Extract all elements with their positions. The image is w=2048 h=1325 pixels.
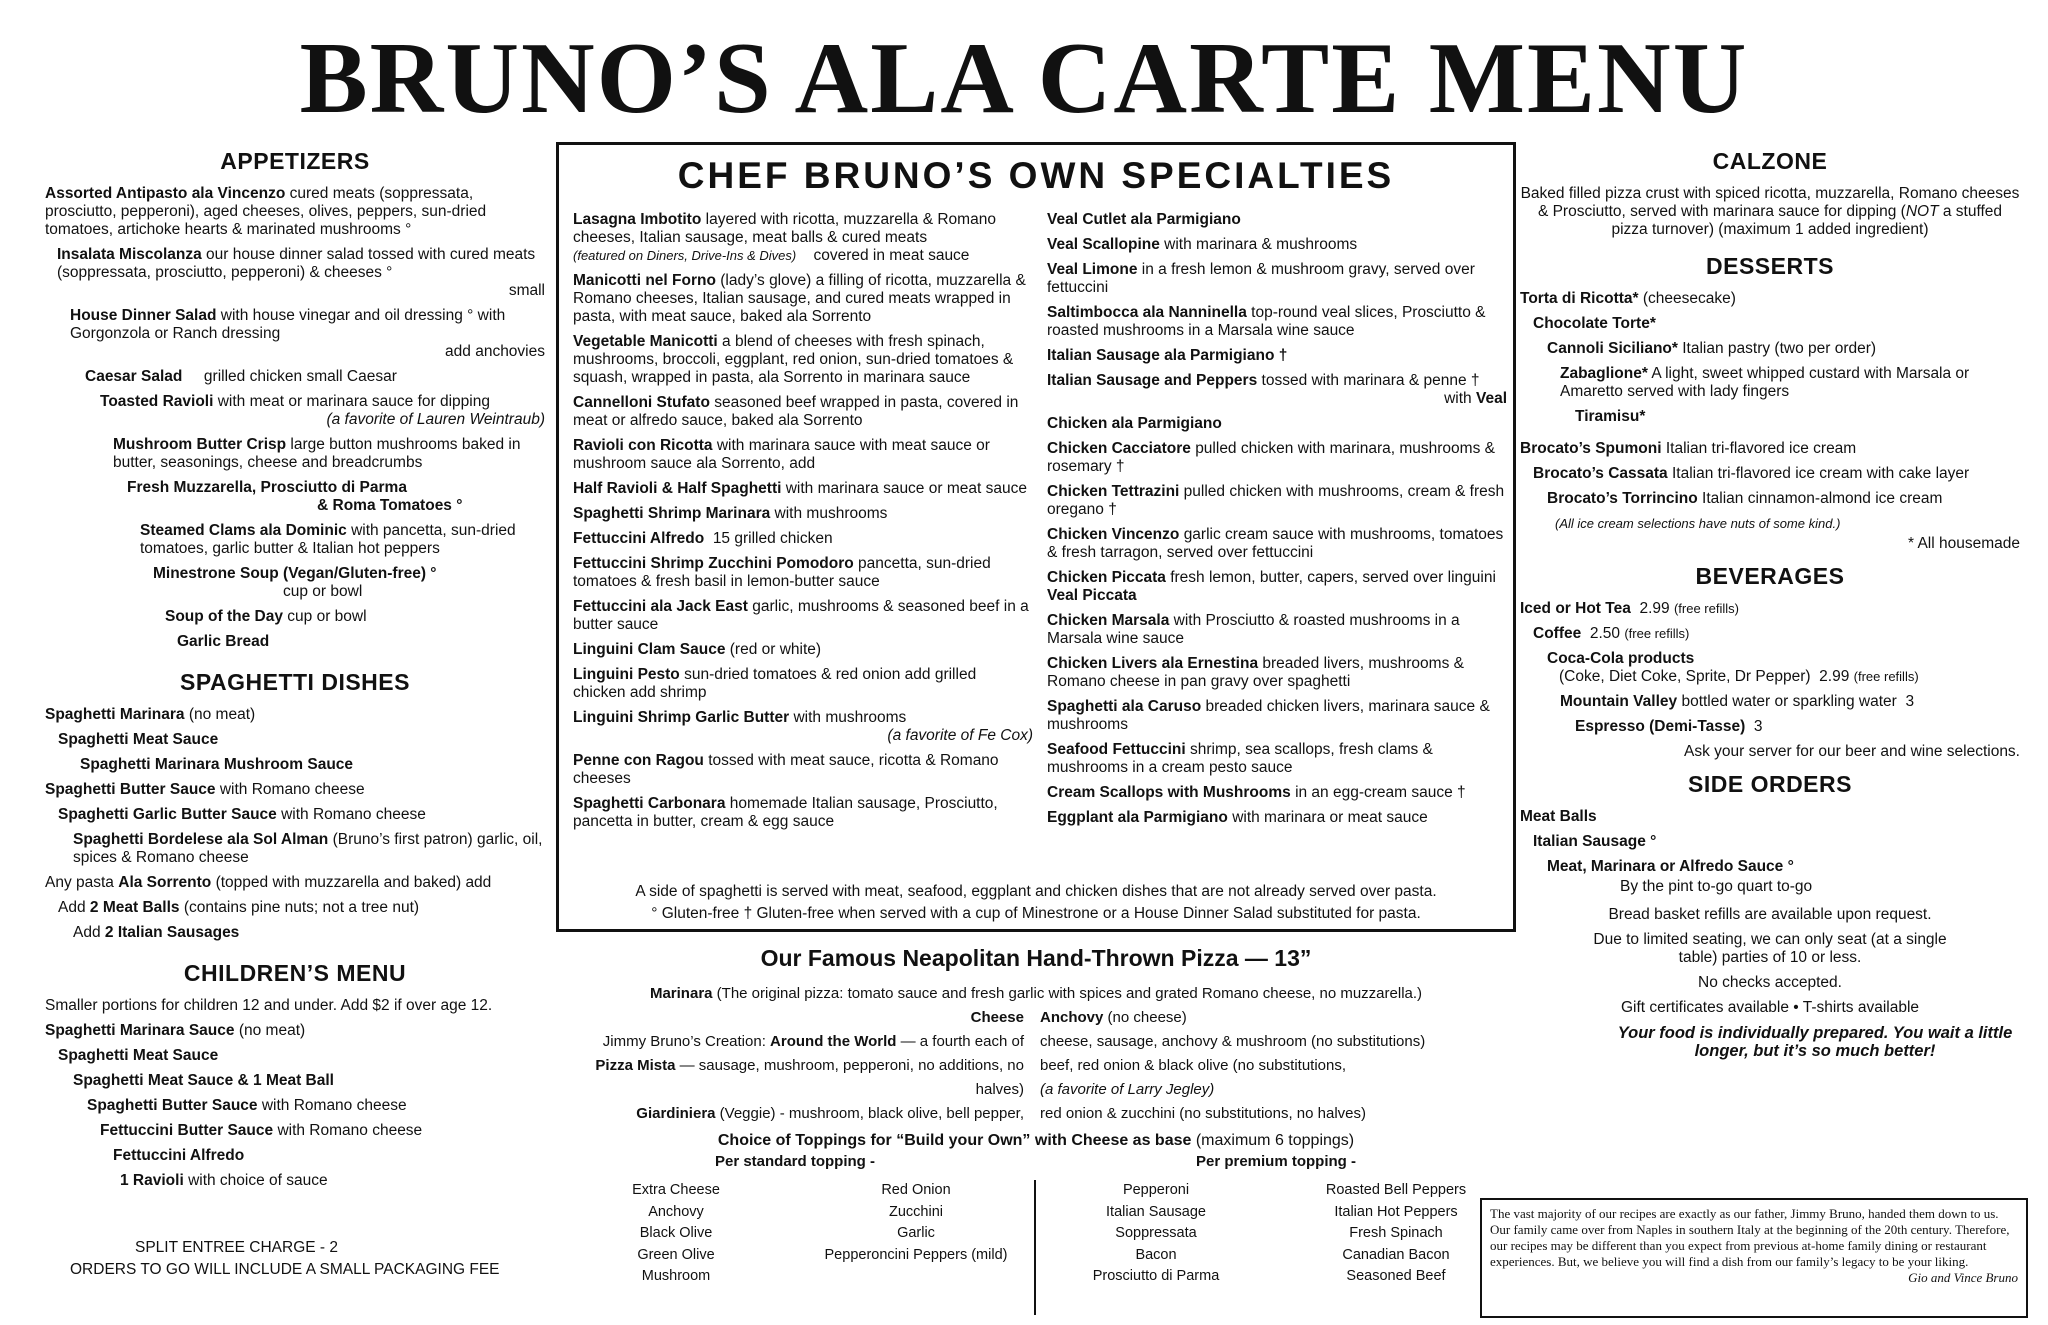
pizza-heading: Our Famous Neapolitan Hand-Thrown Pizza — 13”: [760, 945, 1312, 971]
menu-item: Meat, Marinara or Alfredo Sauce °: [1547, 858, 1794, 875]
menu-item: Seafood Fettuccini shrimp, sea scallops, fresh clams & mushrooms in a cream pesto sauce: [1047, 741, 1433, 776]
menu-item: Linguini Clam Sauce (red or white): [573, 641, 822, 658]
menu-item: Spaghetti Meat Sauce: [58, 731, 219, 748]
side-note: A side of spaghetti is served with meat, seafood, eggplant and chicken dishes that are not already served over pasta.: [635, 883, 1437, 900]
menu-item: Spaghetti ala Caruso breaded chicken livers, marinara sauce & mushrooms: [1047, 698, 1490, 733]
menu-item: Cream Scallops with Mushrooms in an egg-cream sauce †: [1047, 784, 1466, 801]
specialties-right: [1047, 211, 1507, 834]
menu-item: Spaghetti Marinara (no meat): [45, 706, 256, 723]
menu-item: Veal Limone in a fresh lemon & mushroom gravy, served over fettuccini: [1047, 261, 1475, 296]
gluten-note: ° Gluten-free † Gluten-free when served with a cup of Minestrone or a House Dinner Salad substituted for pasta.: [651, 905, 1421, 922]
specialties-left: [573, 211, 1033, 838]
menu-title: BRUNO’S ALA CARTE MENU: [299, 22, 1749, 135]
menu-item: Chicken Piccata fresh lemon, butter, capers, served over linguini Veal Piccata: [1047, 569, 1496, 604]
menu-item: Manicotti nel Forno (lady’s glove) a filling of ricotta, muzzarella & Romano cheeses, Italian sausage, and cured meats wrapped in pasta, with meat sauce, baked ala Sorrento: [573, 272, 1026, 325]
menu-item: Cannoli Siciliano* Italian pastry (two per order): [1547, 340, 1877, 357]
menu-item: Any pasta Ala Sorrento (topped with muzzarella and baked) add: [45, 874, 492, 891]
specialties-heading: CHEF BRUNO’S OWN SPECIALTIES: [677, 155, 1395, 196]
menu-item: Add 2 Meat Balls (contains pine nuts; not a tree nut): [58, 899, 420, 916]
menu-item: Coffee 2.50 (free refills): [1533, 625, 1690, 642]
menu-item: Assorted Antipasto ala Vincenzo cured meats (soppressata, prosciutto, pepperoni), aged cheeses, olives, peppers, sun-dried tomatoes, artichoke hearts & marinated mushrooms °: [45, 185, 487, 238]
menu-item: Brocato’s Spumoni Italian tri-flavored ice cream: [1520, 440, 1857, 457]
toppings-col-3: Pepperoni Italian Sausage Soppressata Bacon Prosciutto di Parma: [1092, 1182, 1220, 1284]
family-story: The vast majority of our recipes are exactly as our father, Jimmy Bruno, handed them down to us. Our family came over from Naples in southern Italy at the beginning of the 20th century. Therefore, our recipes may be different than you expect from previous at-home family dining or restaurant experiences. But, we believe you will find a dish from our family’s legacy to be your liking.: [1490, 1206, 2010, 1269]
menu-item: Penne con Ragou tossed with meat sauce, ricotta & Romano cheeses: [573, 752, 999, 787]
menu-item: Spaghetti Meat Sauce: [58, 1047, 219, 1064]
pizza-item: Pizza Mista — sausage, mushroom, pepperoni, no additions, no halves) beef, red onion & black olive (no substitutions, (a favorite of Larry Jegley): [595, 1057, 1347, 1098]
menu-item: Mountain Valley bottled water or sparkling water 3: [1560, 693, 1915, 710]
togo-fee: ORDERS TO GO WILL INCLUDE A SMALL PACKAGING FEE: [70, 1261, 500, 1278]
menu-item: Fettuccini Shrimp Zucchini Pomodoro pancetta, sun-dried tomatoes & fresh basil in lemon-butter sauce: [573, 555, 991, 590]
menu-item: House Dinner Salad with house vinegar and oil dressing ° with Gorgonzola or Ranch dressing add anchovies: [70, 307, 545, 360]
menu-item: Spaghetti Garlic Butter Sauce with Romano cheese: [58, 806, 426, 823]
menu-item: Fettuccini Alfredo: [113, 1147, 245, 1164]
menu-item: Vegetable Manicotti a blend of cheeses with fresh spinach, mushrooms, broccoli, eggplant, red onion, sun-dried tomatoes & squash, wrapped in pasta, ala Sorrento in marinara sauce: [573, 333, 1014, 386]
menu-item: Spaghetti Marinara Mushroom Sauce: [80, 756, 354, 773]
menu-item: Steamed Clams ala Dominic with pancetta, sun-dried tomatoes, garlic butter & Italian hot peppers: [140, 522, 516, 557]
pizza-section: [556, 945, 1516, 1288]
menu-item: Italian Sausage ala Parmigiano †: [1047, 347, 1288, 364]
appetizers-heading: APPETIZERS: [220, 148, 370, 174]
children-intro: Smaller portions for children 12 and under. Add $2 if over age 12.: [45, 997, 493, 1014]
menu-item: Garlic Bread: [177, 633, 270, 650]
menu-item: Chicken ala Parmigiano: [1047, 415, 1222, 432]
beer-wine-note: Ask your server for our beer and wine selections.: [1684, 743, 2020, 760]
menu-item: Zabaglione* A light, sweet whipped custard with Marsala or Amaretto served with lady fingers: [1560, 365, 1970, 400]
menu-item: Fettuccini Butter Sauce with Romano cheese: [100, 1122, 423, 1139]
calzone-heading: CALZONE: [1712, 148, 1828, 174]
prepared-note: Your food is individually prepared. You wait a little longer, but it’s so much better!: [1617, 1024, 2013, 1060]
menu-item: Spaghetti Bordelese ala Sol Alman (Bruno’s first patron) garlic, oil, spices & Romano cheese: [73, 831, 543, 866]
menu-item: Ravioli con Ricotta with marinara sauce with meat sauce or mushroom sauce ala Sorrento, add: [573, 437, 990, 472]
menu-item: Tiramisu*: [1575, 408, 1646, 425]
menu-item: Spaghetti Marinara Sauce (no meat): [45, 1022, 306, 1039]
menu-item: Lasagna Imbotito layered with ricotta, muzzarella & Romano cheeses, Italian sausage, meat balls & cured meats (featured on Diners, Drive-Ins & Dives) covered in meat sauce: [573, 211, 996, 264]
menu-item: Linguini Shrimp Garlic Butter with mushrooms (a favorite of Fe Cox): [573, 709, 1033, 744]
signature: Gio and Vince Bruno: [1908, 1270, 2018, 1285]
toppings-grid: [556, 1180, 1516, 1288]
toppings-col-2: Red Onion Zucchini Garlic Pepperoncini Peppers (mild): [824, 1182, 1008, 1263]
menu-item: Linguini Pesto sun-dried tomatoes & red onion add grilled chicken add shrimp: [573, 666, 977, 701]
gifts-note: Gift certificates available • T-shirts available: [1620, 999, 1920, 1016]
specialties-box: [556, 142, 1516, 932]
menu-item: Fettuccini ala Jack East garlic, mushrooms & seasoned beef in a butter sauce: [573, 598, 1029, 633]
menu-item: Chicken Cacciatore pulled chicken with marinara, mushrooms & rosemary †: [1047, 440, 1495, 475]
toppings-tier-labels: Per standard topping - Per premium topping -: [714, 1153, 1356, 1170]
menu-item: Saltimbocca ala Nanninella top-round veal slices, Prosciutto & roasted mushrooms in a Marsala wine sauce: [1047, 304, 1486, 339]
menu-item: Half Ravioli & Half Spaghetti with marinara sauce or meat sauce: [573, 480, 1027, 497]
sides-heading: SIDE ORDERS: [1688, 771, 1852, 797]
menu-item: Torta di Ricotta* (cheesecake): [1520, 290, 1736, 307]
toppings-col-1: Extra Cheese Anchovy Black Olive Green Olive Mushroom: [632, 1182, 720, 1284]
menu-item: Spaghetti Butter Sauce with Romano cheese: [45, 781, 365, 798]
nuts-note: (All ice cream selections have nuts of some kind.): [1555, 516, 1841, 531]
pizza-item: Cheese Anchovy (no cheese): [970, 1009, 1187, 1026]
toppings-divider: [1034, 1180, 1036, 1315]
toppings-heading: Choice of Toppings for “Build your Own” with Cheese as base (maximum 6 toppings): [717, 1132, 1355, 1149]
menu-item: Fresh Muzzarella, Prosciutto di Parma & Roma Tomatoes °: [127, 479, 463, 514]
menu-item: Mushroom Butter Crisp large button mushrooms baked in butter, seasonings, cheese and breadcrumbs: [113, 436, 521, 471]
family-story-box: [1480, 1198, 2028, 1318]
menu-item: Italian Sausage and Peppers tossed with marinara & penne † with Veal: [1047, 372, 1507, 407]
menu-item: By the pint to-go quart to-go: [1620, 878, 1813, 895]
menu-item: Spaghetti Shrimp Marinara with mushrooms: [573, 505, 888, 522]
spaghetti-heading: SPAGHETTI DISHES: [180, 669, 410, 695]
housemade-note: * All housemade: [1907, 535, 2020, 552]
menu-item: Add 2 Italian Sausages: [73, 924, 240, 941]
menu-item: Spaghetti Butter Sauce with Romano cheese: [87, 1097, 407, 1114]
menu-item: Minestrone Soup (Vegan/Gluten-free) ° cup or bowl: [153, 565, 437, 600]
menu-item: Cannelloni Stufato seasoned beef wrapped in pasta, covered in meat or alfredo sauce, baked ala Sorrento: [573, 394, 1019, 429]
bread-note: Bread basket refills are available upon request.: [1608, 906, 1932, 923]
beverages-heading: BEVERAGES: [1695, 563, 1845, 589]
calzone-desc: Baked filled pizza crust with spiced ricotta, muzzarella, Romano cheeses & Prosciutto, served with marinara sauce for dipping (NOT a stuffed pizza turnover) (maximum 1 added ingredient): [1520, 185, 2020, 238]
menu-item: Chicken Livers ala Ernestina breaded livers, mushrooms & Romano cheese in pan gravy over spaghetti: [1047, 655, 1464, 690]
menu-item: Insalata Miscolanza our house dinner salad tossed with cured meats (soppressata, prosciutto, pepperoni) & cheeses ° small: [57, 246, 545, 299]
menu-item: Eggplant ala Parmigiano with marinara or meat sauce: [1047, 809, 1428, 826]
right-column: [1520, 140, 2020, 1067]
menu-item: Italian Sausage °: [1533, 833, 1657, 850]
menu-item: Soup of the Day cup or bowl: [165, 608, 367, 625]
menu-item: Brocato’s Torrincino Italian cinnamon-almond ice cream: [1547, 490, 1943, 507]
desserts-heading: DESSERTS: [1706, 253, 1834, 279]
menu-item: Brocato’s Cassata Italian tri-flavored ice cream with cake layer: [1533, 465, 1970, 482]
menu-item: Chicken Tettrazini pulled chicken with mushrooms, cream & fresh oregano †: [1047, 483, 1505, 518]
left-column: [45, 140, 545, 1197]
split-charge: SPLIT ENTREE CHARGE - 2: [135, 1239, 338, 1256]
menu-item: Chocolate Torte*: [1533, 315, 1656, 332]
menu-item: Iced or Hot Tea 2.99 (free refills): [1520, 600, 1739, 617]
seating-note: Due to limited seating, we can only seat (at a single table) parties of 10 or less.: [1593, 931, 1947, 966]
children-heading: CHILDREN’S MENU: [183, 960, 407, 986]
menu-item: 1 Ravioli with choice of sauce: [120, 1172, 328, 1189]
menu-item: Chicken Marsala with Prosciutto & roasted mushrooms in a Marsala wine sauce: [1047, 612, 1460, 647]
menu-item: Veal Cutlet ala Parmigiano: [1047, 211, 1241, 228]
menu-item: Spaghetti Meat Sauce & 1 Meat Ball: [73, 1072, 334, 1089]
pizza-item: Jimmy Bruno’s Creation: Around the World — a fourth each of cheese, sausage, anchovy & mushroom (no substitutions): [602, 1033, 1426, 1050]
menu-item: Toasted Ravioli with meat or marinara sauce for dipping (a favorite of Lauren Weintraub): [100, 393, 545, 428]
menu-item: Espresso (Demi-Tasse) 3: [1575, 718, 1763, 735]
menu-item: Fettuccini Alfredo 15 grilled chicken: [573, 530, 833, 547]
checks-note: No checks accepted.: [1698, 974, 1842, 991]
menu-item: Veal Scallopine with marinara & mushrooms: [1047, 236, 1358, 253]
menu-item: Chicken Vincenzo garlic cream sauce with mushrooms, tomatoes & fresh tarragon, served over fettuccini: [1047, 526, 1504, 561]
toppings-col-4: Roasted Bell Peppers Italian Hot Peppers Fresh Spinach Canadian Bacon Seasoned Beef: [1325, 1182, 1467, 1284]
menu-item: Spaghetti Carbonara homemade Italian sausage, Prosciutto, pancetta in butter, cream & egg sauce: [573, 795, 998, 830]
menu-item: Meat Balls: [1520, 808, 1597, 825]
menu-item: Coca-Cola products (Coke, Diet Coke, Sprite, Dr Pepper) 2.99 (free refills): [1547, 650, 1919, 685]
pizza-item: Giardiniera (Veggie) - mushroom, black olive, bell pepper, red onion & zucchini (no substitutions, no halves): [636, 1105, 1367, 1122]
menu-item: Caesar Salad grilled chicken small Caesar: [85, 368, 397, 385]
pizza-item: Marinara (The original pizza: tomato sauce and fresh garlic with spices and grated Romano cheese, no muzzarella.): [649, 985, 1423, 1002]
footer-left: [70, 1237, 500, 1281]
